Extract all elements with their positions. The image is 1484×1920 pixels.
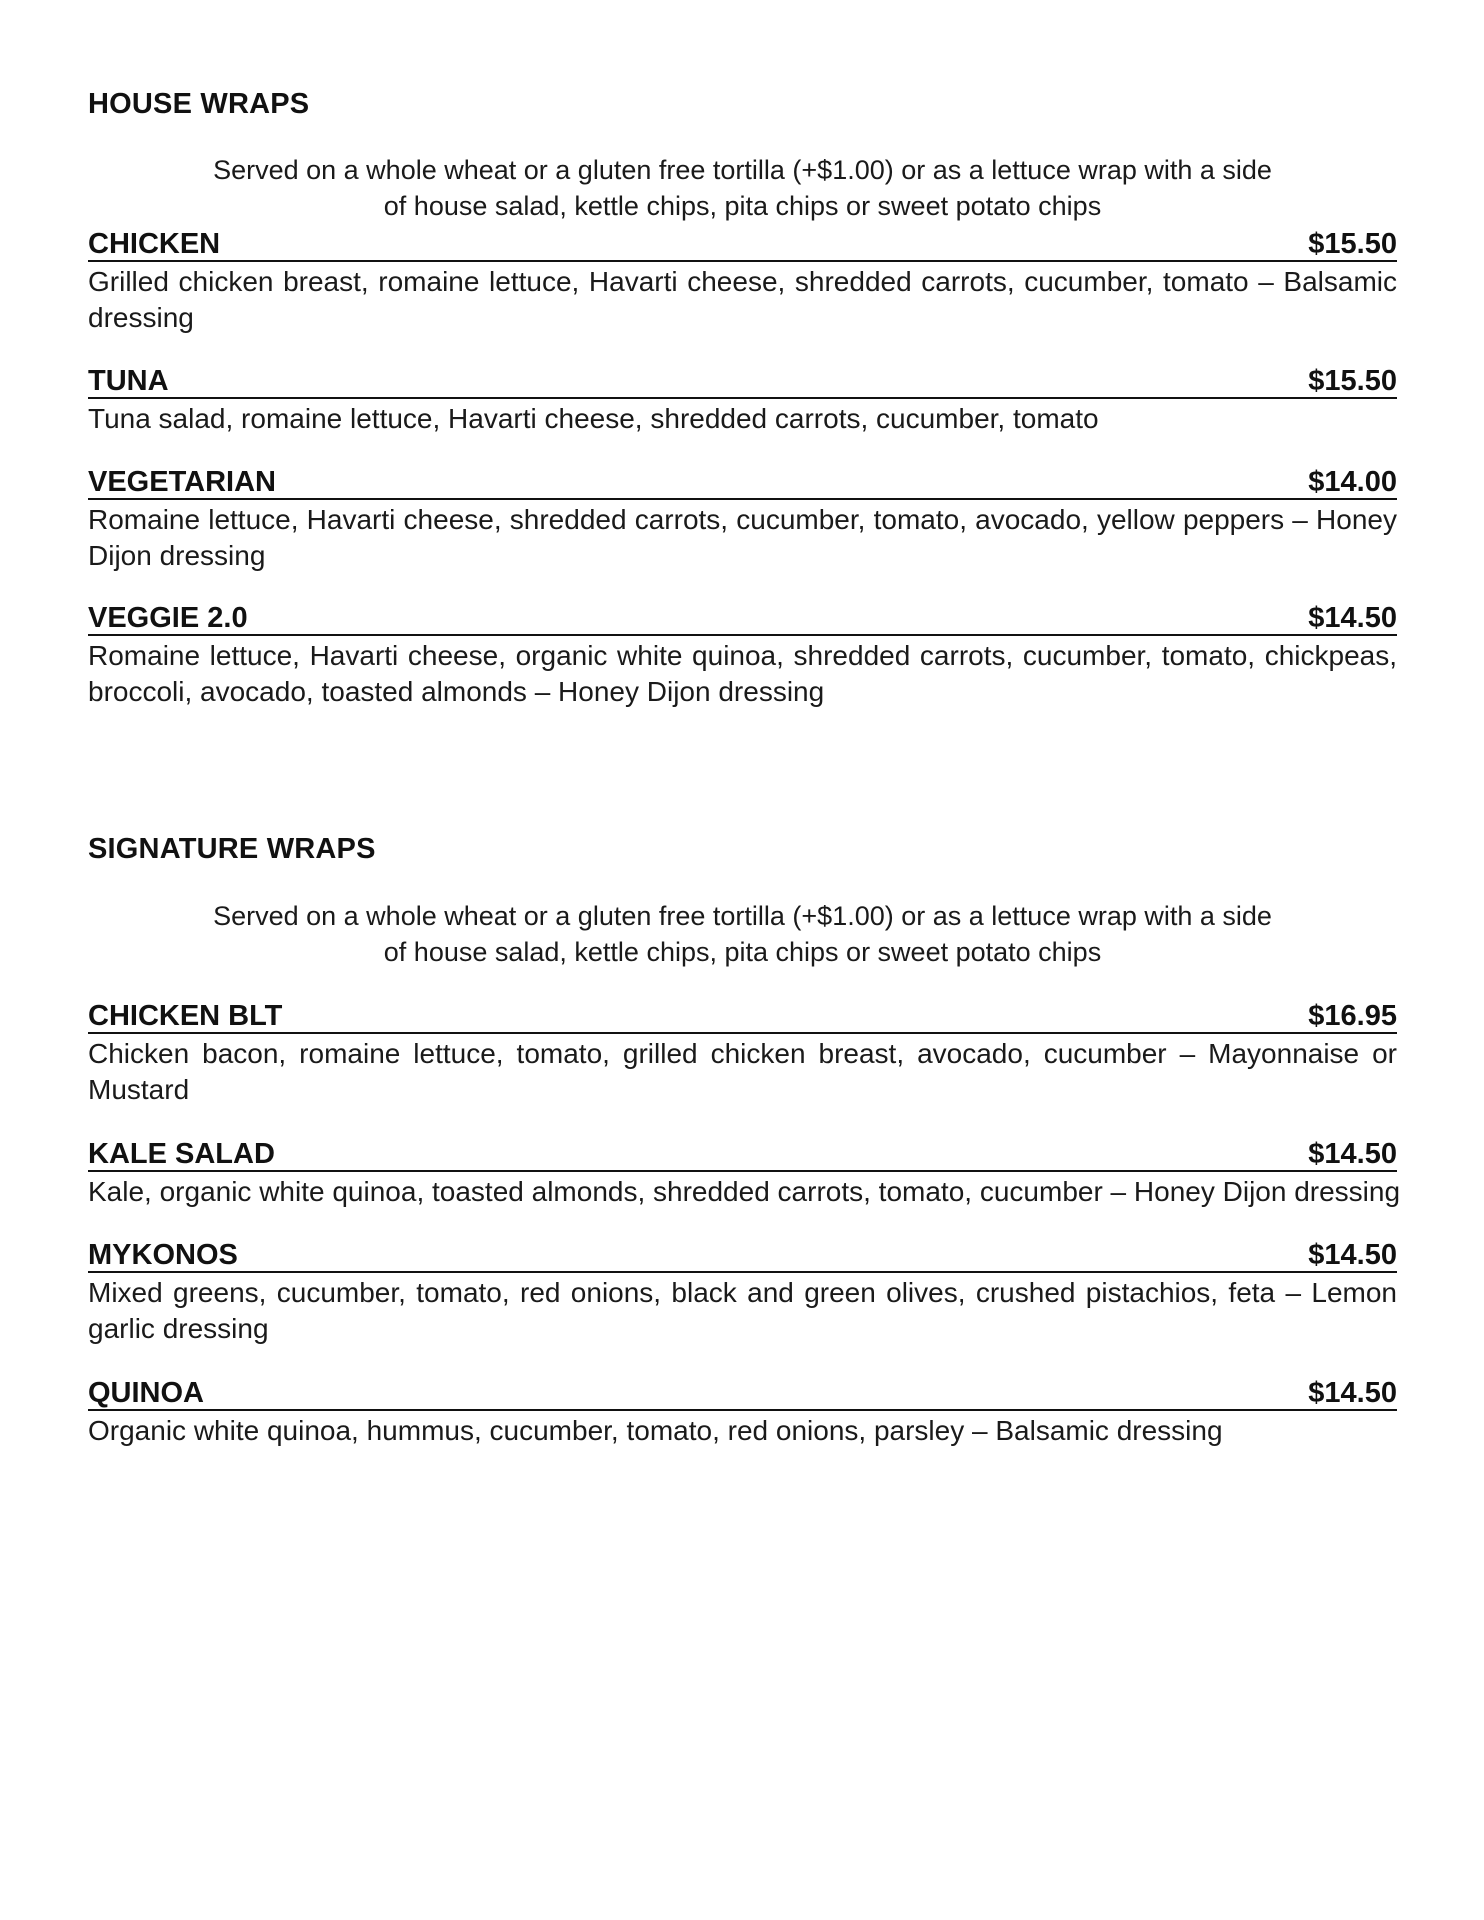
menu-item-chicken <box>88 226 1397 336</box>
item-description: Romaine lettuce, Havarti cheese, organic white quinoa, shredded carrots, cucumber, tomato, chickpeas, broccoli, avocado, toasted almonds – Honey Dijon dressing <box>88 640 1397 707</box>
item-description: Organic white quinoa, hummus, cucumber, tomato, red onions, parsley – Balsamic dressing <box>88 1415 1223 1446</box>
section-note <box>88 152 1397 224</box>
section-note-line: of house salad, kettle chips, pita chips or sweet potato chips <box>383 191 1102 221</box>
menu-item-tuna <box>88 363 1397 437</box>
item-price: $14.00 <box>1308 466 1397 498</box>
item-description: Mixed greens, cucumber, tomato, red onions, black and green olives, crushed pistachios, feta – Lemon garlic dressing <box>88 1277 1397 1344</box>
item-price: $16.95 <box>1308 1000 1397 1032</box>
menu-item-mykonos <box>88 1237 1397 1347</box>
item-name: QUINOA <box>88 1377 204 1409</box>
item-header <box>88 1136 1397 1172</box>
item-description: Chicken bacon, romaine lettuce, tomato, grilled chicken breast, avocado, cucumber – Mayonnaise or Mustard <box>88 1038 1397 1105</box>
item-header <box>88 226 1397 262</box>
item-header <box>88 998 1397 1034</box>
section-title: SIGNATURE WRAPS <box>88 833 376 865</box>
item-price: $14.50 <box>1308 1239 1397 1271</box>
item-name: CHICKEN BLT <box>88 1000 283 1032</box>
item-price: $14.50 <box>1308 602 1397 634</box>
section-title: HOUSE WRAPS <box>88 88 310 120</box>
item-description: Kale, organic white quinoa, toasted almonds, shredded carrots, tomato, cucumber – Honey Dijon dressing <box>88 1176 1401 1207</box>
item-description: Tuna salad, romaine lettuce, Havarti cheese, shredded carrots, cucumber, tomato <box>88 403 1099 434</box>
item-price: $15.50 <box>1308 228 1397 260</box>
item-name: KALE SALAD <box>88 1138 275 1170</box>
section-note-line: Served on a whole wheat or a gluten free tortilla (+$1.00) or as a lettuce wrap with a side <box>213 901 1272 931</box>
section-note <box>88 898 1397 970</box>
item-name: CHICKEN <box>88 228 221 260</box>
item-header <box>88 1375 1397 1411</box>
item-header <box>88 1237 1397 1273</box>
menu-item-veggie-2 <box>88 600 1397 710</box>
item-name: TUNA <box>88 365 169 397</box>
item-price: $15.50 <box>1308 365 1397 397</box>
item-name: VEGGIE 2.0 <box>88 602 248 634</box>
item-name: MYKONOS <box>88 1239 238 1271</box>
item-price: $14.50 <box>1308 1377 1397 1409</box>
menu-item-quinoa <box>88 1375 1397 1449</box>
item-description: Grilled chicken breast, romaine lettuce, Havarti cheese, shredded carrots, cucumber, tomato – Balsamic dressing <box>88 266 1397 333</box>
item-header <box>88 600 1397 636</box>
item-header <box>88 464 1397 500</box>
item-description: Romaine lettuce, Havarti cheese, shredded carrots, cucumber, tomato, avocado, yellow peppers – Honey Dijon dressing <box>88 504 1397 571</box>
menu-item-chicken-blt <box>88 998 1397 1108</box>
item-price: $14.50 <box>1308 1138 1397 1170</box>
section-note-line: of house salad, kettle chips, pita chips or sweet potato chips <box>383 937 1102 967</box>
menu-item-vegetarian <box>88 464 1397 574</box>
menu-item-kale-salad <box>88 1136 1401 1210</box>
section-note-line: Served on a whole wheat or a gluten free tortilla (+$1.00) or as a lettuce wrap with a side <box>213 155 1272 185</box>
item-name: VEGETARIAN <box>88 466 276 498</box>
item-header <box>88 363 1397 399</box>
